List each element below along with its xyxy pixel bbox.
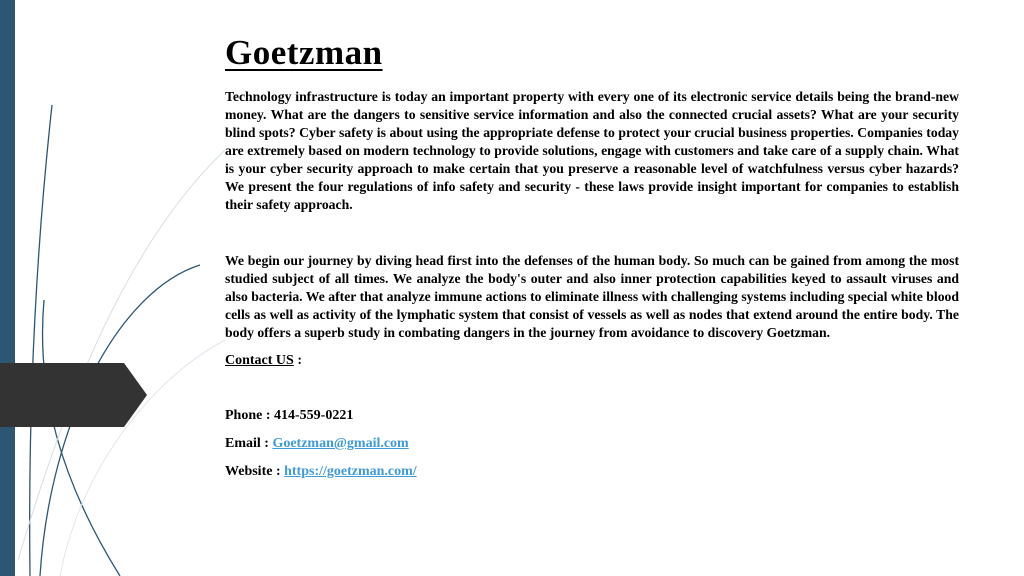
decorative-curves [0,0,230,576]
website-label: Website : [225,464,285,479]
phone-value: 414-559-0221 [274,408,354,423]
phone-label: Phone : [225,408,274,423]
contact-heading-colon: : [293,353,303,368]
paragraph-body: We begin our journey by diving head first into the defenses of the human body. So much can be gained from among the most studied subject of all times. We analyze the body's outer and also inner protection capabilities keyed to assault viruses and also bacteria. We after that analyze immune actions to eliminate illness with challenging systems including special white blood cells as well as activity of the lymphatic system that consist of vessels as well as nodes that extend around the entire body. The body offers a superb study in combating dangers in the journey from avoidance to discovery Goetzman. [225,253,959,340]
email-label: Email : [225,436,273,451]
website-link[interactable]: https://goetzman.com/ [284,464,417,479]
phone-line [225,407,959,425]
tab-polygon [0,363,147,427]
page-title: Goetzman [225,33,383,72]
email-line [225,435,959,453]
website-line [225,463,959,481]
contact-heading [225,353,959,369]
curve-line [18,150,225,560]
paragraph-intro: Technology infrastructure is today an important property with every one of its electronic service details being the brand-new money. What are the dangers to sensitive service information and also the connected crucial assets? What are your security blind spots? Cyber safety is about using the appropriate defense to protect your crucial business properties. Companies today are extremely based on modern technology to provide solutions, engage with customers and take care of a supply chain. What is your cyber security approach to make certain that you preserve a reasonable level of watchfulness versus cyber hazards? We present the four regulations of info safety and security - these laws provide insight important for companies to establish their safety approach. [225,89,959,212]
contact-heading-text[interactable]: Contact US [225,353,294,368]
main-content [225,30,959,481]
curve-line [43,300,120,576]
email-link[interactable]: Goetzman@gmail.com [272,436,409,451]
tab-shape [0,363,147,427]
